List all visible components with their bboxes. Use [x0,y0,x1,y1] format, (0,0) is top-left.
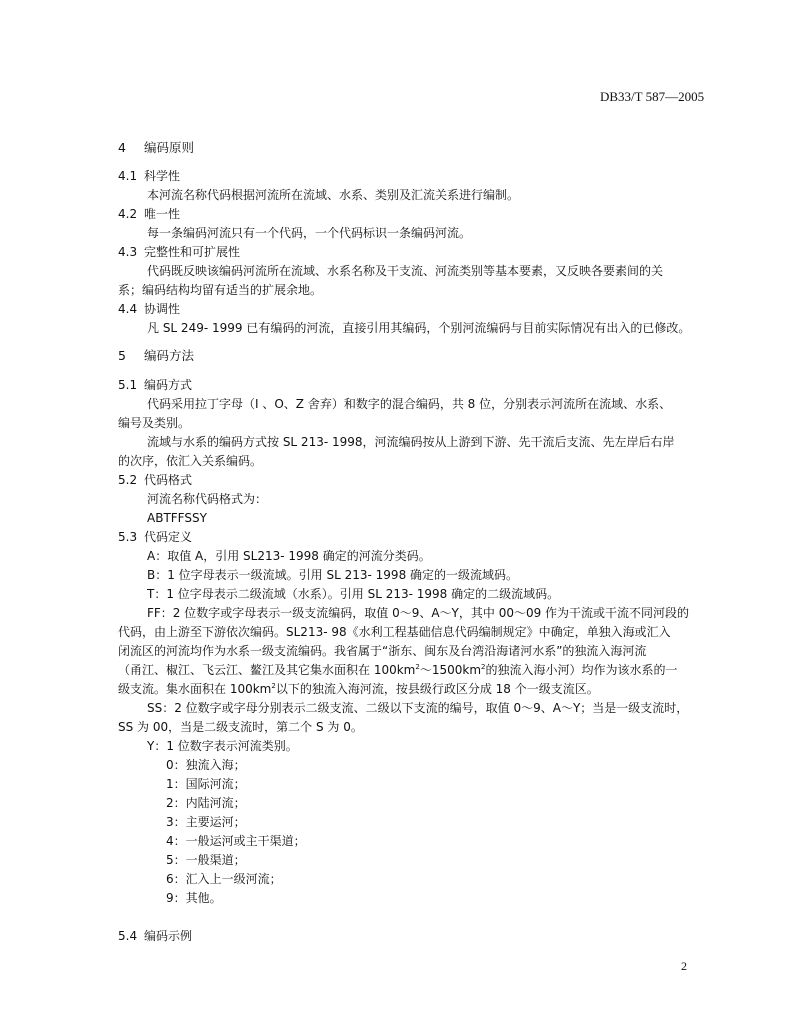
section-4-heading [118,140,194,156]
text-run: ～1500km [419,663,482,677]
section-title: 编码示例 [144,929,193,943]
section-4-1-heading [118,168,180,184]
text-run: 的独流入海小河）均作为该水系的一 [485,663,678,677]
section-title: 协调性 [144,302,181,316]
paragraph-line: 编号及类别。 [118,416,191,430]
section-number: 5.4 [118,929,138,943]
list-item: 9：其他。 [166,891,222,905]
section-title: 编码方式 [144,378,193,392]
definition-b: B：1 位字母表示一级流域。引用 SL 213- 1998 确定的一级流域码。 [147,568,519,582]
section-5-3-heading [118,529,192,545]
definition-ff-line [118,681,599,697]
paragraph-line: 代码既反映该编码河流所在流域、水系名称及干支流、河流类别等基本要素，又反映各要素间的关 [147,264,664,278]
list-item: 1：国际河流； [166,777,246,791]
paragraph: 凡 SL 249- 1999 已有编码的河流，直接引用其编码，个别河流编码与目前实际情况有出入的已修改。 [147,321,691,335]
list-item: 4：一般运河或主干渠道； [166,834,306,848]
definition-y: Y：1 位数字表示河流类别。 [147,739,298,753]
document-number: DB33/T 587—2005 [600,89,705,104]
section-title: 科学性 [144,169,181,183]
section-5-heading [118,348,194,364]
paragraph: 本河流名称代码根据河流所在流域、水系、类别及汇流关系进行编制。 [147,188,520,202]
section-title: 代码定义 [144,530,193,544]
section-title: 编码方法 [144,348,195,363]
text-run: （甬江、椒江、飞云江、鳌江及其它集水面积在 100km [118,663,416,677]
section-title: 编码原则 [144,140,195,155]
page-number: 2 [681,959,687,973]
section-4-3-heading [118,244,240,260]
text-run: 以下的独流入海河流，按县级行政区分成 18 个一级支流区。 [275,682,599,696]
section-number: 5 [118,348,126,363]
paragraph-line: 流域与水系的编码方式按 SL 213- 1998，河流编码按从上游到下游、先干流后支流、先左岸后右岸 [147,435,675,449]
section-number: 5.2 [118,473,138,487]
paragraph-line: 代码采用拉丁字母（I 、O、Z 舍弃）和数字的混合编码，共 8 位，分别表示河流所在流域、水系、 [147,397,672,411]
paragraph: 河流名称代码格式为： [147,492,268,506]
definition-a: A：取值 A，引用 SL213- 1998 确定的河流分类码。 [147,549,431,563]
list-item: 5：一般渠道； [166,853,246,867]
section-4-2-heading [118,206,180,222]
definition-ss-line: SS 为 00，当是二级支流时，第二个 S 为 0。 [118,720,363,734]
section-number: 4.1 [118,169,138,183]
definition-t: T：1 位字母表示二级流域（水系）。引用 SL 213- 1998 确定的二级流域码。 [147,587,560,601]
list-item: 6：汇入上一级河流； [166,872,282,886]
section-number: 4.3 [118,245,138,259]
section-5-1-heading [118,377,192,393]
paragraph-line: 的次序，依汇入关系编码。 [118,454,263,468]
section-4-4-heading [118,301,180,317]
list-item: 0：独流入海； [166,758,246,772]
list-item: 3：主要运河； [166,815,246,829]
section-5-2-heading [118,472,192,488]
paragraph: 每一条编码河流只有一个代码，一个代码标识一条编码河流。 [147,226,472,240]
section-number: 4.4 [118,302,138,316]
code-format: ABTFFSSY [147,511,207,525]
definition-ff-line: FF：2 位数字或字母表示一级支流编码，取值 0～9、A～Y，其中 00～09 作为干流或干流不同河段的 [147,606,690,620]
definition-ff-line: 闭流区的河流均作为水系一级支流编码。我省属于“浙东、闽东及台湾沿海诸河水系”的独流入海河流 [118,644,647,658]
definition-ff-line: 代码，由上游至下游依次编码。SL213- 98《水利工程基础信息代码编制规定》中确定，单独入海或汇入 [118,625,671,639]
section-title: 完整性和可扩展性 [144,245,241,259]
superscript: 2 [481,663,486,671]
definition-ss-line: SS：2 位数字或字母分别表示二级支流、二级以下支流的编号，取值 0～9、A～Y；当是一级支流时， [147,701,689,715]
section-number: 4.2 [118,207,138,221]
section-title: 代码格式 [144,473,193,487]
paragraph-line: 系；编码结构均留有适当的扩展余地。 [118,283,323,297]
superscript: 2 [415,663,420,671]
definition-ff-line [118,662,678,678]
section-number: 5.3 [118,530,138,544]
text-run: 级支流。集水面积在 100km [118,682,272,696]
section-5-4-heading [118,928,192,944]
section-number: 5.1 [118,378,138,392]
list-item: 2：内陆河流； [166,796,246,810]
superscript: 2 [271,682,276,690]
section-title: 唯一性 [144,207,181,221]
section-number: 4 [118,140,126,155]
